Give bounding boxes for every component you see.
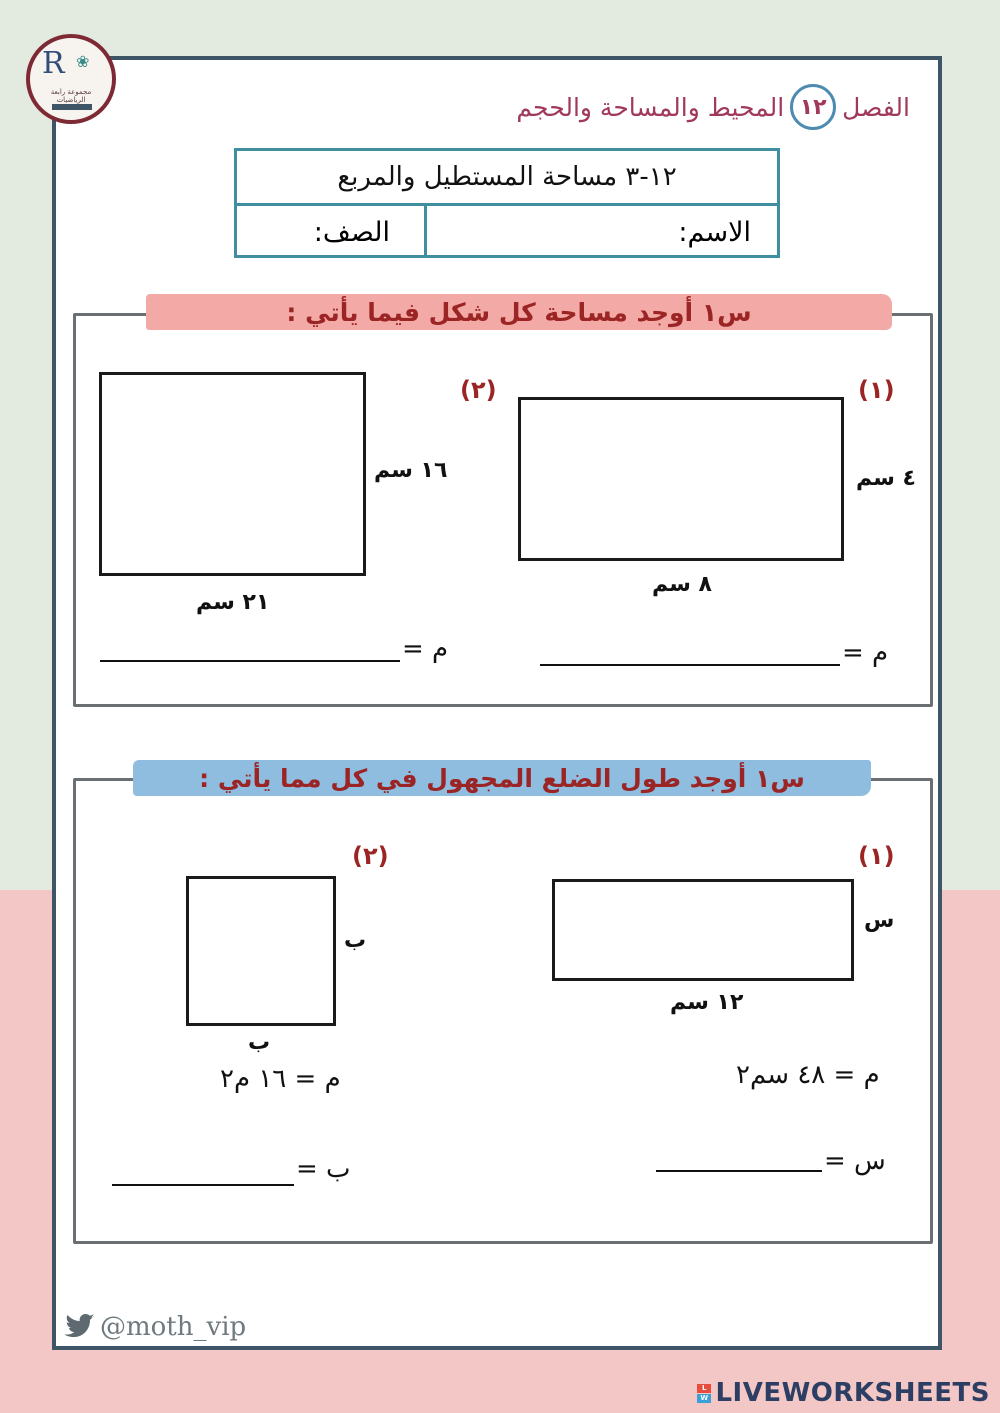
lesson-title-box — [234, 148, 780, 258]
name-field[interactable]: الاسم: — [424, 206, 777, 258]
twitter-icon — [64, 1314, 96, 1340]
chapter-number-badge: ١٢ — [790, 84, 836, 130]
item1-bottom-label: ١٢ سم — [670, 990, 744, 1015]
item1-side-label: س — [864, 908, 895, 933]
chapter-prefix: الفصل — [842, 92, 910, 122]
rectangle-shape — [552, 879, 854, 981]
chapter-title: المحيط والمساحة والحجم — [516, 92, 785, 122]
watermark-text: LIVEWORKSHEETS — [715, 1378, 990, 1408]
item1-answer-line[interactable] — [540, 664, 840, 666]
rectangle-shape — [99, 372, 366, 576]
item2-bottom-label: ٢١ سم — [196, 590, 270, 615]
footer-handle-text: @moth_vip — [100, 1312, 247, 1342]
chapter-header — [516, 84, 910, 130]
item2-bottom-label: ب — [248, 1030, 271, 1055]
item2-area-text: م = ١٦ م٢ — [220, 1064, 341, 1094]
item2-answer-prefix: ب = — [296, 1154, 351, 1184]
footer-handle — [64, 1312, 246, 1342]
logo-emblem: R ❀ مجموعة رابعة الرياضيات — [26, 34, 116, 124]
item2-number: (٢) — [352, 842, 389, 870]
square-shape — [186, 876, 336, 1026]
item1-number: (١) — [858, 842, 895, 870]
liveworksheets-watermark — [697, 1378, 990, 1408]
class-field[interactable]: الصف: — [313, 216, 390, 248]
section2-heading: س١ أوجد طول الضلع المجهول في كل مما يأتي : — [133, 760, 871, 796]
item1-answer-line[interactable] — [656, 1170, 822, 1172]
item1-answer-prefix: س = — [824, 1146, 886, 1176]
section1-heading: س١ أوجد مساحة كل شكل فيما يأتي : — [146, 294, 892, 330]
item1-number: (١) — [858, 376, 895, 404]
item2-answer-line[interactable] — [100, 660, 400, 662]
rectangle-shape — [518, 397, 844, 561]
lesson-title: ١٢-٣ مساحة المستطيل والمربع — [237, 151, 777, 206]
item1-area-text: م = ٤٨ سم٢ — [736, 1060, 880, 1090]
item1-side-label: ٤ سم — [856, 466, 916, 491]
item2-answer-prefix: م = — [402, 634, 449, 664]
item2-answer-line[interactable] — [112, 1184, 294, 1186]
item1-answer-prefix: م = — [842, 638, 889, 668]
liveworksheets-logo-icon: L W — [697, 1384, 711, 1403]
item2-side-label: ١٦ سم — [374, 458, 448, 483]
item2-number: (٢) — [460, 376, 497, 404]
item2-side-label: ب — [344, 928, 367, 953]
item1-bottom-label: ٨ سم — [652, 572, 712, 597]
